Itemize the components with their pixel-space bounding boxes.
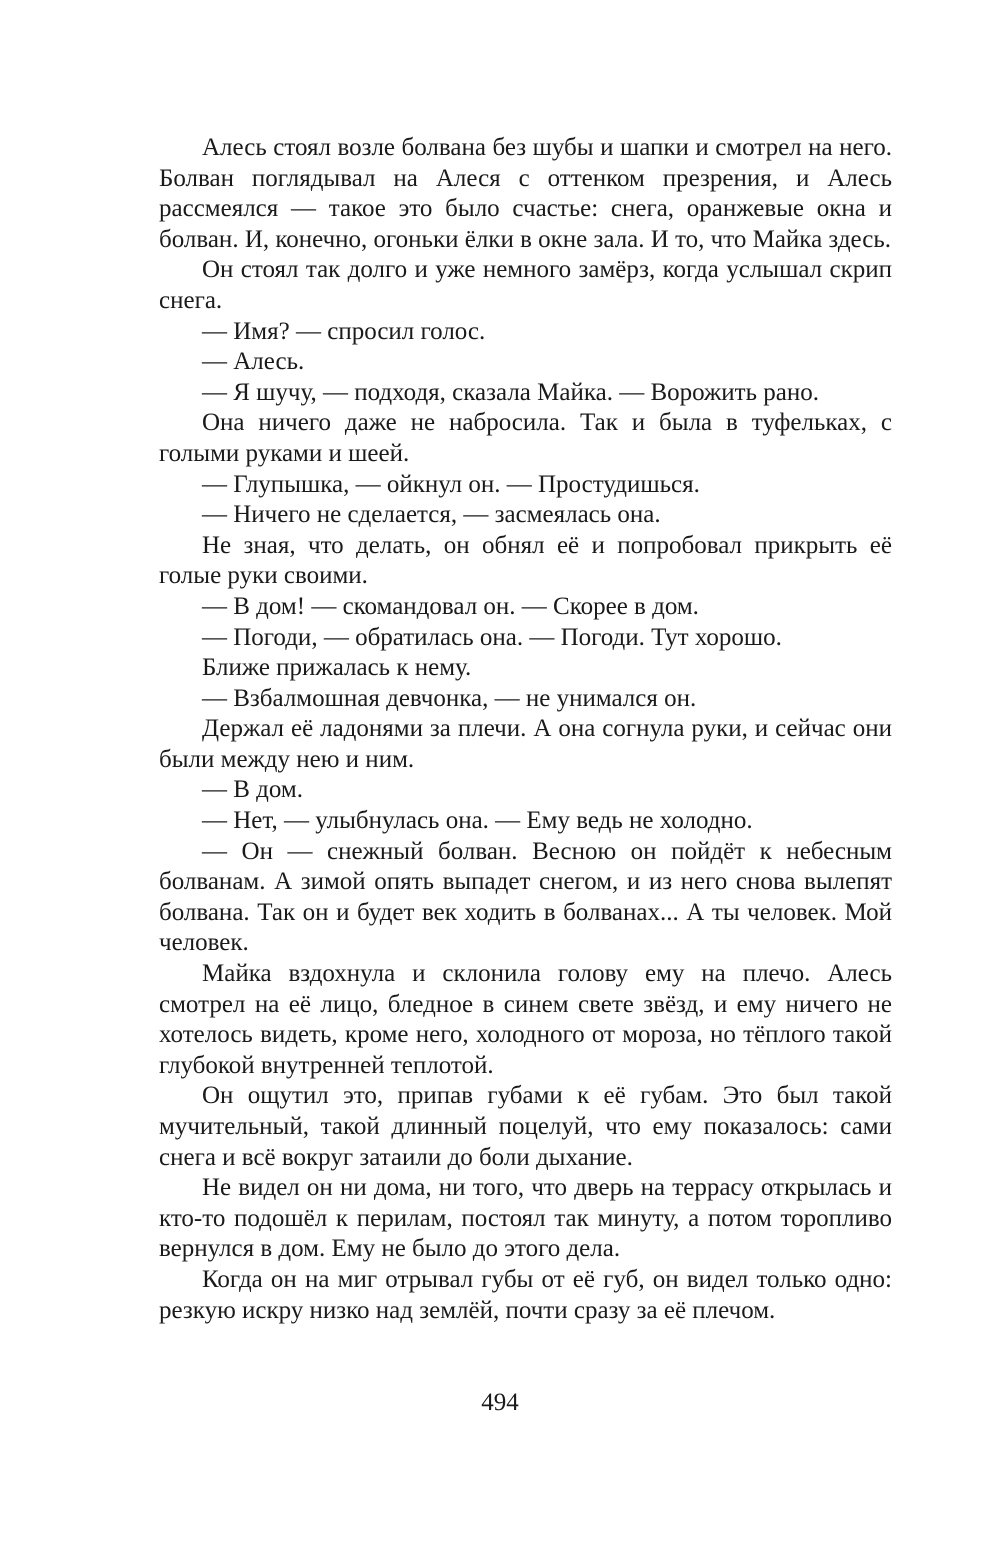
paragraph: Не видел он ни дома, ни того, что дверь на террасу открылась и кто-то подошёл к перилам, постоял так минуту, а потом торопливо вернулся в дом. Ему не было до этого дела.	[159, 1174, 892, 1263]
paragraph: — Имя? — спросил голос.	[202, 317, 486, 345]
paragraph: Ближе прижалась к нему.	[202, 654, 472, 682]
paragraph: — Взбалмошная девчонка, — не унимался он.	[202, 684, 697, 712]
paragraph: — В дом! — скомандовал он. — Скорее в дом.	[202, 592, 699, 620]
paragraph: Не зная, что делать, он обнял её и попробовал прикрыть её голые руки своими.	[159, 531, 892, 590]
paragraph: — Погоди, — обратилась она. — Погоди. Тут хорошо.	[202, 623, 782, 651]
paragraph: Она ничего даже не набросила. Так и была в туфельках, с голыми руками и шеей.	[159, 409, 892, 467]
paragraph: Он стоял так долго и уже немного замёрз, когда услышал скрип снега.	[159, 256, 892, 314]
paragraph: — Алесь.	[202, 348, 305, 376]
paragraph: — Глупышка, — ойкнул он. — Простудишься.	[202, 470, 700, 498]
paragraph: Держал её ладонями за плечи. А она согнула руки, и сейчас они были между нею и ним.	[159, 715, 892, 773]
page-number: 494	[481, 1389, 519, 1416]
paragraph: — Ничего не сделается, — засмеялась она.	[202, 501, 661, 529]
paragraph: Майка вздохнула и склонила голову ему на плечо. Алесь смотрел на её лицо, бледное в синем свете звёзд, и ему ничего не хотелось видеть, кроме него, холодного от мороза, но тёплого такой глубокой внутренней теплотой.	[159, 960, 892, 1079]
paragraph: — Нет, — улыбнулась она. — Ему ведь не холодно.	[202, 807, 753, 835]
paragraph: — Я шучу, — подходя, сказала Майка. — Ворожить рано.	[202, 378, 819, 406]
paragraph: — Он — снежный болван. Весною он пойдёт к небесным болванам. А зимой опять выпадет снегом, и из него снова вылепят болвана. Так он и будет век ходить в болванах... А ты человек. Мой человек.	[159, 837, 892, 957]
paragraph: Алесь стоял возле болвана без шубы и шапки и смотрел на него. Болван поглядывал на Алеся с оттенком презрения, и Алесь рассмеялся — такое это было счастье: снега, оранжевые окна и болван. И, конечно, огоньки ёлки в окне зала. И то, что Майка здесь.	[159, 134, 892, 253]
paragraph: Он ощутил это, припав губами к её губам. Это был такой мучительный, такой длинный поцелуй, что ему показалось: сами снега и всё вокруг затаили до боли дыхание.	[159, 1082, 892, 1171]
page-text	[159, 133, 892, 1326]
paragraph: Когда он на миг отрывал губы от её губ, он видел только одно: резкую искру низко над землёй, почти сразу за её плечом.	[159, 1265, 892, 1324]
paragraph: — В дом.	[202, 776, 303, 804]
